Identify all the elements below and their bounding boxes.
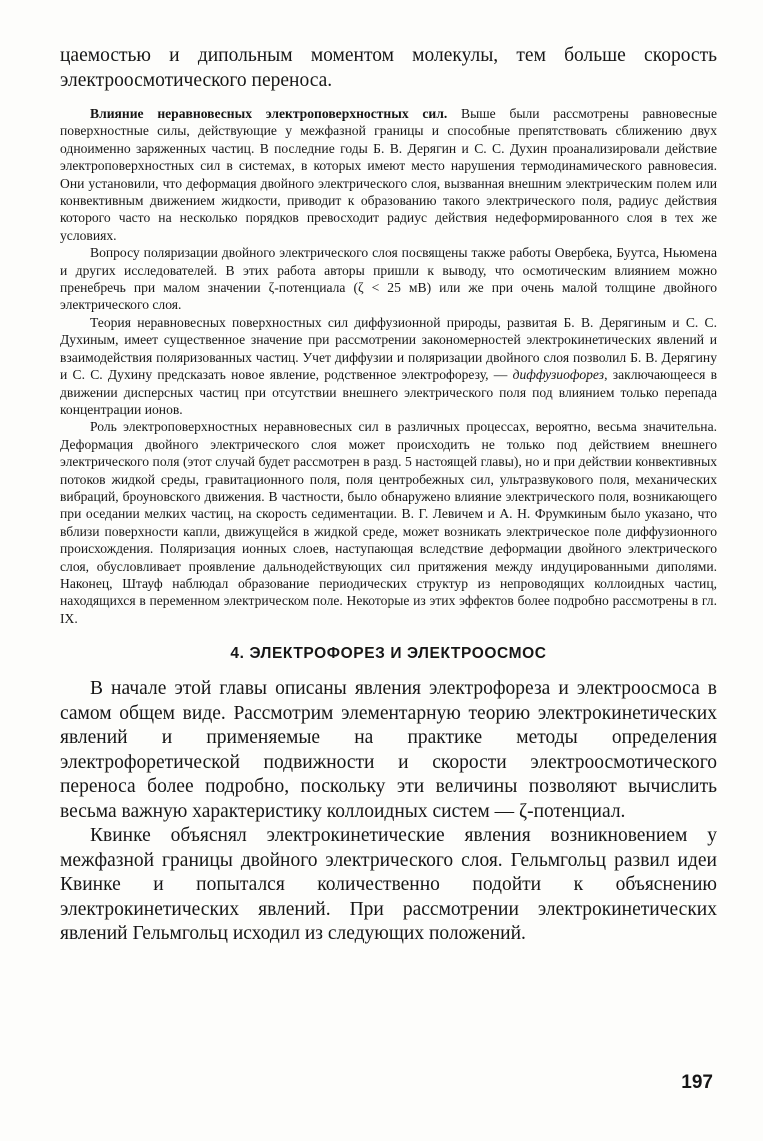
paragraph-text: Выше были рассмотрены равновесные поверхностные силы, действующие у межфазной границы и способные препятствовать сближению двух одноименно заряженных частиц. В последние годы Б. В. Дерягин и С. С. Духин проанализировали действие электроповерхностных сил в системах, в которых имеют место нарушения термодинамического равновесия. Они установили, что деформация двойного электрического слоя, вызванная внешним электрическим полем или конвективным движением жидкости, приводит к образованию такого электрического поля, радиус действия которого часто на несколько порядков превосходит радиус действия недеформированного слоя в тех же условиях. bbox=[60, 106, 718, 243]
paragraph-text-before: Теория неравновесных поверхностных сил диффузионной природы, развитая Б. В. Дерягиным и С. С. Духиным, имеет существенное значение при рассмотрении закономерностей электрокинетических явлений и взаимодействия поляризованных частиц. Учет диффузии и поляризации двойного слоя позволил Б. В. Дерягину и С. С. Духину предсказать новое явление, родственное электрофорезу, — bbox=[60, 314, 717, 383]
paragraph-role: Роль электроповерхностных неравновесных сил в различных процессах, вероятно, весьма значительна. Деформация двойного электрического слоя может происходить не только под действием внешнего электрического поля (этот случай будет рассмотрен в разд. 5 настоящей главы), но и при действии конвективных потоков жидкой среды, гравитационного поля, поля центробежных сил, ультразвукового поля, механических вибраций, броуновского движения. В частности, было обнаружено влияние электрического поля, возникающего при оседании мелких частиц, на скорость седиментации. В. Г. Левичем и А. Н. Фрумкиным было указано, что вблизи поверхности капли, движущейся в жидкой среде, может возникать электрическое поле диффузионного происхождения. Поляризация ионных слоев, наступающая вследствие деформации двойного электрического слоя, обусловливает проявление дальнодействующих сил притяжения между индуцированными диполями. Наконец, Штауф наблюдал образование периодических структур из непроводящих коллоидных частиц, находящихся в переменном электрическом поле. Некоторые из этих эффектов более подробно рассмотрены в гл. IX. bbox=[60, 419, 717, 626]
paragraph-lead: Влияние неравновесных электроповерхностных сил. bbox=[90, 106, 448, 121]
paragraph-quincke-helmholtz: Квинке объяснял электрокинетические явления возникновением у межфазной границы двойного электрического слоя. Гельмгольц развил идеи Квинке и попытался количественно подойти к объяснению электрокинетических явлений. При рассмотрении электрокинетических явлений Гельмгольц исходил из следующих положений. bbox=[60, 825, 717, 945]
paragraph-nonequilibrium-forces bbox=[60, 105, 717, 244]
paragraph-polarization: Вопросу поляризации двойного электрического слоя посвящены также работы Овербека, Буутса, Ньюмена и других исследователей. В этих работа авторы пришли к выводу, что осмотическим влиянием можно пренебречь при малом значении ζ-потенциала (ζ < 25 мВ) или же при очень малой толщине двойного электрического слоя. bbox=[60, 245, 717, 313]
term-diffusiophoresis: диффузиофорез bbox=[512, 367, 605, 383]
paragraph-text-after: , заключающееся в движении дисперсных частиц при отсутствии внешнего электрического поля под влиянием только перепада концентрации ионов. bbox=[60, 367, 717, 417]
page-number: 197 bbox=[681, 1072, 713, 1093]
paragraph-chapter-intro: В начале этой главы описаны явления электрофореза и электроосмоса в самом общем виде. Рассмотрим элементарную теорию электрокинетических явлений и применяемые на практике методы определения электрофоретической подвижности и скорости электроосмотического переноса более подробно, поскольку эти величины позволяют вычислить весьма важную характеристику коллоидных систем — ζ-потенциал. bbox=[60, 678, 717, 822]
section-heading: 4. ЭЛЕКТРОФОРЕЗ И ЭЛЕКТРООСМОС bbox=[230, 645, 547, 663]
paragraph-diffusiophoresis bbox=[60, 314, 717, 418]
intro-paragraph: цаемостью и дипольным моментом молекулы, тем больше скорость электроосмотического переноса. bbox=[60, 45, 717, 91]
